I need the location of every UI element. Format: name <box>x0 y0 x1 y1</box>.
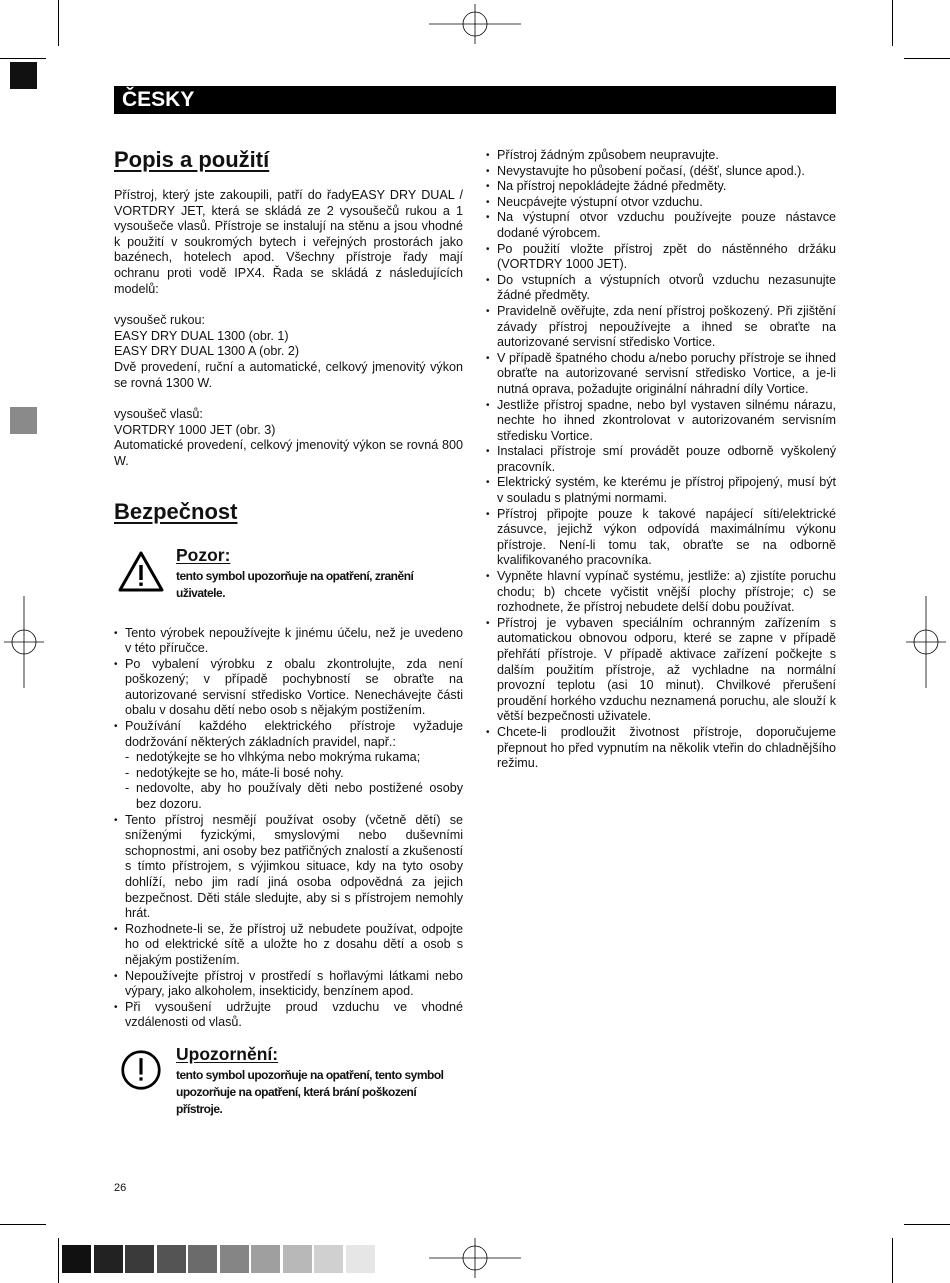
page-number: 26 <box>114 1182 127 1194</box>
section-tab-marker <box>10 62 37 89</box>
color-swatch <box>188 1245 217 1273</box>
warning-triangle-icon <box>118 550 164 592</box>
hair-dryer-description: Automatické provedení, celkový jmenovitý výkon se rovná 800 W. <box>114 438 463 468</box>
hand-dryer-model: EASY DRY DUAL 1300 (obr. 1) <box>114 328 289 343</box>
list-item: • Přístroj žádným způsobem neupravujte. <box>486 148 836 164</box>
color-swatch <box>157 1245 186 1273</box>
hand-dryer-description: Dvě provedení, ruční a automatické, celkový jmenovitý výkon se rovná 1300 W. <box>114 359 463 390</box>
right-column <box>486 148 836 772</box>
list-item: • Pravidelně ověřujte, zda není přístroj poškozený. Při zjištění závady přístroj nepoužívejte a ihned se obraťte na autorizované servisní středisko Vortice. <box>486 304 836 351</box>
exclamation-circle-icon <box>120 1049 162 1091</box>
list-item <box>114 719 463 813</box>
list-item: • Přístroj připojte pouze k takové napájecí síti/elektrické zásuvce, jejichž výkon odpovídá maximálnímu výkonu přístroje. Není-li tomu tak, obraťte se na odborně kvalifikovaného pracovníka. <box>486 507 836 569</box>
list-item: • Po použití vložte přístroj zpět do nástěnného držáku (VORTDRY 1000 JET). <box>486 242 836 273</box>
list-item-text: Používání každého elektrického přístroje vyžaduje dodržování některých základních pravidel, např.: <box>125 719 463 749</box>
section-title-description: Popis a použití <box>114 147 270 172</box>
crop-mark <box>904 58 950 59</box>
warning-text: tento symbol upozorňuje na opatření, zranění uživatele. <box>176 568 414 600</box>
list-item: • Neucpávejte výstupní otvor vzduchu. <box>486 195 836 211</box>
list-item: • Instalaci přístroje smí provádět pouze odborně vyškolený pracovník. <box>486 444 836 475</box>
list-item: • Vypněte hlavní vypínač systému, jestliže: a) zjistíte poruchu chodu; b) chcete vyčistit vnější plochy přístroje; c) se rozhodnete, že přístroj nebudete delší dobu používat. <box>486 569 836 616</box>
crop-mark <box>892 0 893 46</box>
sub-list-item: - nedovolte, aby ho používaly děti nebo postižené osoby bez dozoru. <box>125 781 463 812</box>
color-swatch <box>125 1245 154 1273</box>
list-item: • Na výstupní otvor vzduchu používejte pouze nástavce dodané výrobcem. <box>486 210 836 241</box>
list-item: • Po vybalení výrobku z obalu zkontrolujte, zda není poškozený; v případě pochybností se obraťte na autorizované servisní středisko Vortice. Nenechávejte části obalu v dosahu dětí nebo osob s nějakým postižením. <box>114 657 463 719</box>
caution-text: tento symbol upozorňuje na opatření, tento symbol upozorňuje na opatření, která brání poškození přístroje. <box>176 1067 444 1116</box>
warning-box <box>114 544 463 616</box>
intro-paragraph: Přístroj, který jste zakoupili, patří do řadyEASY DRY DUAL / VORTDRY JET, která se skládá ze 2 vysoušečů rukou a 1 vysoušeče vlasů. Přístroje se instalují na stěnu a jsou vhodné k použití v soukromých bytech i veřejných prostorách jako bazénech, hotelech apod. Všechny přístroje řady mají ochranu proti vodě IPX4. Řada se skládá z následujících modelů: <box>114 188 463 296</box>
crop-mark <box>58 0 59 46</box>
list-item: • V případě špatného chodu a/nebo poruchy přístroje se ihned obraťte na autorizované servisní středisko Vortice, a je-li nutná oprava, požadujte originální náhradní díly Vortice. <box>486 351 836 398</box>
safety-list-left <box>114 626 463 1031</box>
crop-mark <box>58 1238 59 1283</box>
list-item: • Nevystavujte ho působení počasí, (déšť, slunce apod.). <box>486 164 836 180</box>
left-column <box>114 146 463 1123</box>
registration-mark-icon <box>429 1238 521 1278</box>
section-tab-marker <box>10 407 37 434</box>
registration-mark-icon <box>906 596 946 688</box>
sub-list-item: - nedotýkejte se ho, máte-li bosé nohy. <box>125 766 463 782</box>
list-item: • Při vysoušení udržujte proud vzduchu ve vhodné vzdálenosti od vlasů. <box>114 1000 463 1031</box>
color-swatch <box>94 1245 123 1273</box>
hand-dryer-label: vysoušeč rukou: <box>114 313 205 328</box>
list-item: • Rozhodnete-li se, že přístroj už nebudete používat, odpojte ho od elektrické sítě a uložte ho z dosahu dětí a osob s nějakým postižením. <box>114 922 463 969</box>
crop-mark <box>0 1224 46 1225</box>
crop-mark <box>892 1238 893 1283</box>
warning-title: Pozor: <box>176 544 231 565</box>
crop-mark <box>904 1224 950 1225</box>
color-swatch <box>220 1245 249 1273</box>
list-item: • Tento přístroj nesmějí používat osoby (včetně dětí) se sníženými fyzickými, smyslovými nebo duševními schopnostmi, ani osoby bez patřičných znalostí a zkušeností s tímto přístrojem, s výjimkou situace, kdy na tyto osoby dohlíží, nebo jim radí jiná osoba odpovědná za jejich bezpečnost. Děti stále sledujte, aby si s přístrojem nemohly hrát. <box>114 813 463 922</box>
list-item: • Jestliže přístroj spadne, nebo byl vystaven silnému nárazu, nechte ho ihned zkontrolovat v autorizovaném servisním středisku Vortice. <box>486 398 836 445</box>
list-item: • Do vstupních a výstupních otvorů vzduchu nezasunujte žádné předměty. <box>486 273 836 304</box>
caution-box <box>114 1043 463 1123</box>
section-title-safety: Bezpečnost <box>114 498 238 524</box>
list-item: • Tento výrobek nepoužívejte k jinému účelu, než je uvedeno v této příručce. <box>114 626 463 657</box>
list-item: • Nepoužívejte přístroj v prostředí s hořlavými látkami nebo výpary, jako alkoholem, insekticidy, benzínem apod. <box>114 969 463 1000</box>
list-item: • Přístroj je vybaven speciálním ochranným zařízením s automatickou obnovou odporu, které se zapne v případě přehřátí přístroje. V případě aktivace zařízení počkejte s dalším použitím přístroje, až vychladne na normální provozní teplotu (asi 10 minut). Chvilkové přerušení proudění horkého vzduchu neznamená poruchu, ale slouží k větší bezpečnosti uživatele. <box>486 616 836 725</box>
safety-list-right <box>486 148 836 772</box>
hair-dryer-model: VORTDRY 1000 JET (obr. 3) <box>114 422 276 437</box>
registration-mark-icon <box>4 596 44 688</box>
color-swatch <box>283 1245 312 1273</box>
color-calibration-strip <box>62 1245 377 1273</box>
sub-list <box>125 750 463 812</box>
list-item: • Elektrický systém, ke kterému je přístroj připojený, musí být v souladu s platnými normami. <box>486 475 836 506</box>
hand-dryer-model: EASY DRY DUAL 1300 A (obr. 2) <box>114 344 300 359</box>
color-swatch <box>251 1245 280 1273</box>
language-header: ČESKY <box>114 86 836 114</box>
sub-list-item: - nedotýkejte se ho vlhkýma nebo mokrýma rukama; <box>125 750 463 766</box>
color-swatch <box>346 1245 375 1273</box>
list-item: • Na přístroj nepokládejte žádné předměty. <box>486 179 836 195</box>
crop-mark <box>0 58 46 59</box>
registration-mark-icon <box>429 4 521 44</box>
list-item: • Chcete-li prodloužit životnost přístroje, doporučujeme přepnout ho před vypnutím na několik vteřin do chladnějšího režimu. <box>486 725 836 772</box>
caution-title: Upozornění: <box>176 1043 279 1064</box>
hair-dryer-label: vysoušeč vlasů: <box>114 407 203 422</box>
color-swatch <box>314 1245 343 1273</box>
color-swatch <box>62 1245 91 1273</box>
